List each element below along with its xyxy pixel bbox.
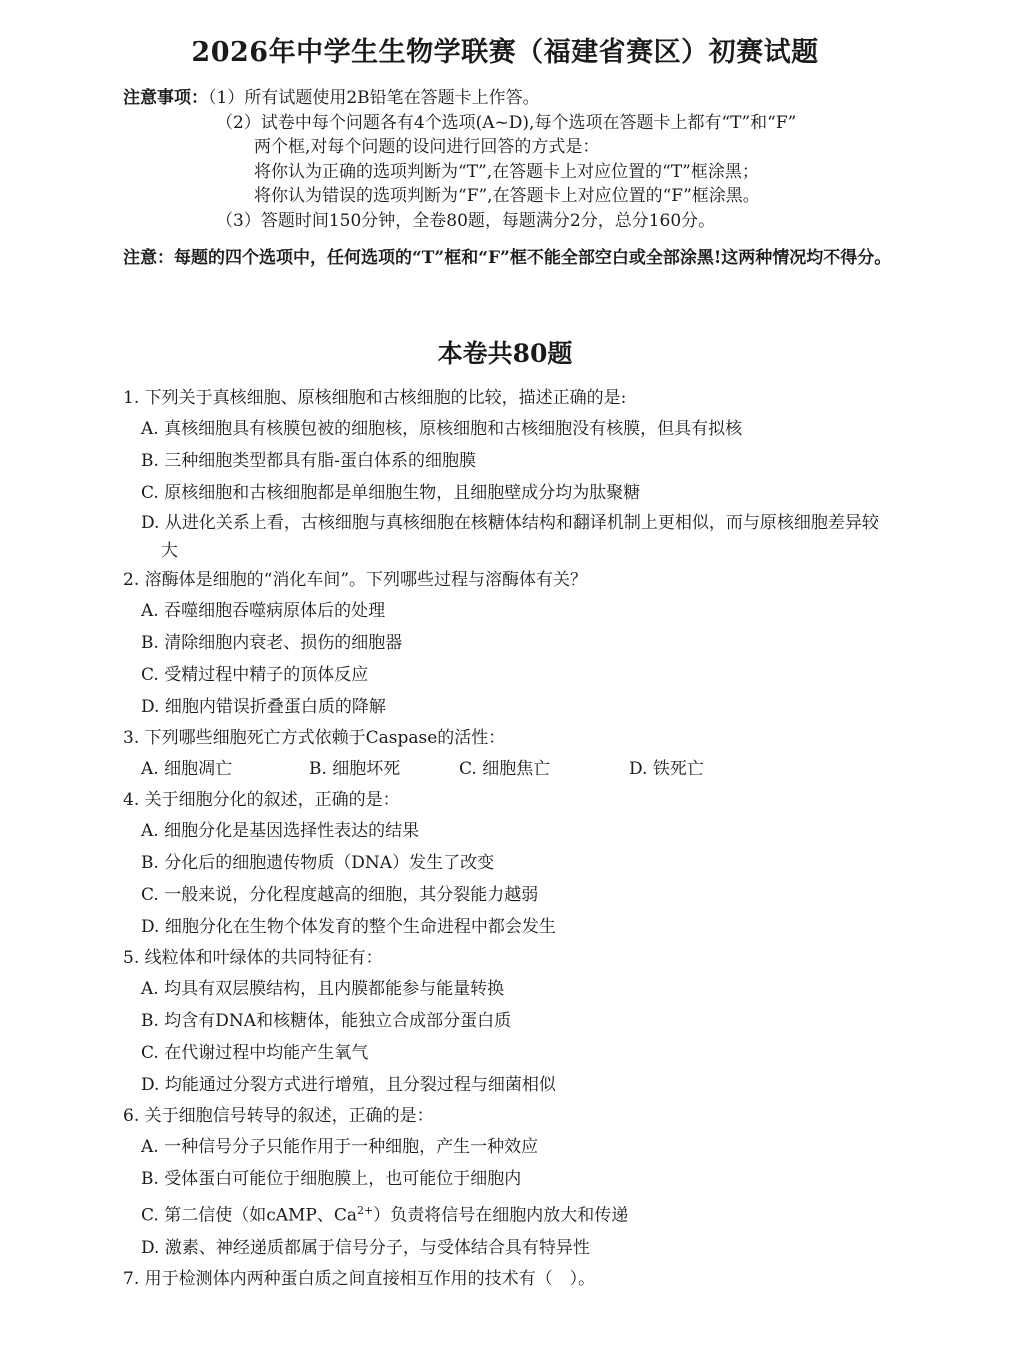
option-a: A. 细胞凋亡 [141, 759, 233, 779]
option-d: D. 从进化关系上看，古核细胞与真核细胞在核糖体结构和翻译机制上更相似，而与原核细胞差异较大 [141, 513, 879, 561]
option-a: A. 细胞分化是基因选择性表达的结果 [141, 821, 420, 841]
option-d: D. 铁死亡 [629, 759, 704, 779]
question-3 [123, 723, 893, 785]
question-stem: 1. 下列关于真核细胞、原核细胞和古核细胞的比较，描述正确的是: [123, 388, 627, 408]
option-d: D. 均能通过分裂方式进行增殖，且分裂过程与细菌相似 [141, 1075, 556, 1095]
question-stem: 3. 下列哪些细胞死亡方式依赖于Caspase的活性： [123, 728, 506, 748]
option-a: A. 一种信号分子只能作用于一种细胞，产生一种效应 [141, 1137, 539, 1157]
question-stem: 6. 关于细胞信号转导的叙述，正确的是： [123, 1106, 434, 1126]
question-stem: 2. 溶酶体是细胞的“消化车间”。下列哪些过程与溶酶体有关？ [123, 570, 588, 590]
option-c: C. 在代谢过程中均能产生氧气 [141, 1043, 369, 1063]
question-7 [123, 1264, 893, 1294]
option-a: A. 均具有双层膜结构，且内膜都能参与能量转换 [141, 979, 505, 999]
question-6 [123, 1101, 893, 1264]
option-row [123, 753, 893, 785]
instruction-line: 将你认为错误的选项判断为“F”,在答题卡上对应位置的“F”框涂黑。 [254, 186, 760, 206]
instructions-label: 注意事项： [123, 88, 208, 108]
warning-note: 注意：每题的四个选项中，任何选项的“T”框和“F”框不能全部空白或全部涂黑!这两种情况均不得分。 [123, 248, 892, 268]
option-c-tail: ）负责将信号在细胞内放大和传递 [373, 1205, 629, 1226]
option-a: A. 真核细胞具有核膜包被的细胞核，原核细胞和古核细胞没有核膜，但具有拟核 [141, 419, 743, 439]
option-d: D. 细胞分化在生物个体发育的整个生命进程中都会发生 [141, 917, 556, 937]
instructions [123, 86, 796, 233]
option-d: D. 激素、神经递质都属于信号分子，与受体结合具有特异性 [141, 1237, 590, 1258]
question-stem: 5. 线粒体和叶绿体的共同特征有： [123, 948, 383, 968]
question-list [123, 383, 893, 1294]
option-c-text: C. 第二信使（如cAMP、Ca [141, 1205, 357, 1226]
section-title: 本卷共80题 [437, 339, 573, 368]
option-b: B. 分化后的细胞遗传物质（DNA）发生了改变 [141, 853, 495, 873]
superscript: 2+ [357, 1204, 374, 1217]
question-1 [123, 383, 893, 565]
option-c: C. 受精过程中精子的顶体反应 [141, 665, 369, 685]
instruction-line [123, 86, 796, 111]
question-4 [123, 785, 893, 943]
question-stem: 4. 关于细胞分化的叙述，正确的是： [123, 790, 400, 810]
instruction-text: （1）所有试题使用2B铅笔在答题卡上作答。 [208, 88, 540, 108]
option-c: C. 细胞焦亡 [459, 759, 551, 779]
page-title: 2026年中学生生物学联赛（福建省赛区）初赛试题 [191, 37, 819, 68]
option-d: D. 细胞内错误折叠蛋白质的降解 [141, 697, 386, 717]
instruction-line: 两个框,对每个问题的设问进行回答的方式是： [254, 137, 600, 157]
option-a: A. 吞噬细胞吞噬病原体后的处理 [141, 601, 386, 621]
option-c: C. 原核细胞和古核细胞都是单细胞生物，且细胞壁成分均为肽聚糖 [141, 483, 641, 503]
option-c [123, 1195, 893, 1232]
option-c: C. 一般来说，分化程度越高的细胞，其分裂能力越弱 [141, 885, 539, 905]
instruction-line: （2）试卷中每个问题各有4个选项(A~D),每个选项在答题卡上都有“T”和“F” [216, 112, 797, 133]
option-b: B. 三种细胞类型都具有脂-蛋白体系的细胞膜 [141, 451, 477, 471]
question-stem: 7. 用于检测体内两种蛋白质之间直接相互作用的技术有（ ）。 [123, 1268, 596, 1289]
instruction-line: 将你认为正确的选项判断为“T”,在答题卡上对应位置的“T”框涂黑； [254, 161, 759, 182]
option-b: B. 受体蛋白可能位于细胞膜上，也可能位于细胞内 [141, 1169, 522, 1189]
question-2 [123, 565, 893, 723]
instruction-line: （3）答题时间150分钟，全卷80题，每题满分2分，总分160分。 [216, 210, 716, 231]
option-b: B. 清除细胞内衰老、损伤的细胞器 [141, 633, 403, 653]
option-b: B. 细胞坏死 [309, 759, 401, 779]
option-b: B. 均含有DNA和核糖体，能独立合成部分蛋白质 [141, 1011, 512, 1031]
question-5 [123, 943, 893, 1101]
